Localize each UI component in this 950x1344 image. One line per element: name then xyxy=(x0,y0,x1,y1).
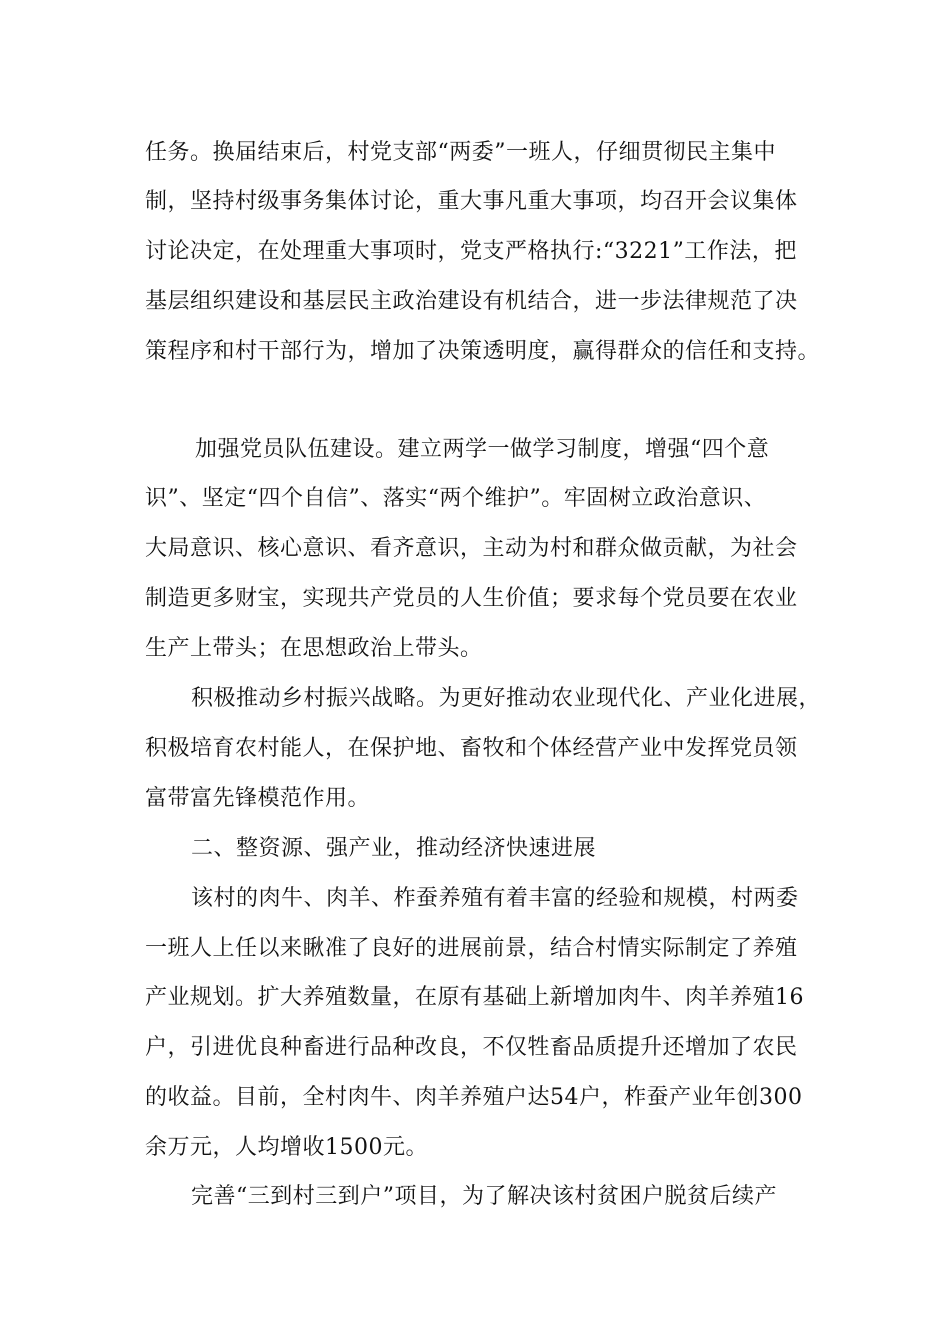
paragraph-start-line: 该村的肉牛、肉羊、柞蚕养殖有着丰富的经验和规模，村两委 xyxy=(191,886,799,911)
text-line: 生产上带头；在思想政治上带头。 xyxy=(145,636,483,661)
text-line: 积极培育农村能人，在保护地、畜牧和个体经营产业中发挥党员领 xyxy=(145,736,798,761)
section-heading: 二、整资源、强产业，推动经济快速进展 xyxy=(191,836,597,861)
text-line: 讨论决定，在处理重大事项时，党支严格执行:“3221”工作法，把 xyxy=(145,239,797,264)
text-line: 余万元，人均增收1500元。 xyxy=(145,1135,428,1160)
text-line: 策程序和村干部行为，增加了决策透明度，赢得群众的信任和支持。 xyxy=(145,339,821,364)
paragraph-start-line: 积极推动乡村振兴战略。为更好推动农业现代化、产业化进展， xyxy=(191,686,822,711)
text-line: 一班人上任以来瞅准了良好的进展前景，结合村情实际制定了养殖 xyxy=(145,936,798,961)
text-line: 富带富先锋模范作用。 xyxy=(145,786,371,811)
text-line: 制，坚持村级事务集体讨论，重大事凡重大事项，均召开会议集体 xyxy=(145,189,798,214)
text-line: 大局意识、核心意识、看齐意识，主动为村和群众做贡献，为社会 xyxy=(145,536,798,561)
text-line: 任务。换届结束后，村党支部“两委”一班人，仔细贯彻民主集中 xyxy=(145,140,776,165)
text-line: 基层组织建设和基层民主政治建设有机结合，进一步法律规范了决 xyxy=(145,289,798,314)
paragraph-start-line: 完善“三到村三到户”项目，为了解决该村贫困户脱贫后续产 xyxy=(191,1184,777,1209)
text-line: 制造更多财宝，实现共产党员的人生价值；要求每个党员要在农业 xyxy=(145,586,798,611)
text-line: 户，引进优良种畜进行品种改良，不仅牲畜品质提升还增加了农民 xyxy=(145,1035,798,1060)
paragraph-start-line: 加强党员队伍建设。建立两学一做学习制度，增强“四个意 xyxy=(195,437,770,462)
text-line: 的收益。目前，全村肉牛、肉羊养殖户达54户，柞蚕产业年创300 xyxy=(145,1085,803,1110)
text-line: 产业规划。扩大养殖数量，在原有基础上新增加肉牛、肉羊养殖16 xyxy=(145,985,804,1010)
text-line: 识”、坚定“四个自信”、落实“两个维护”。牢固树立政治意识、 xyxy=(145,486,767,511)
